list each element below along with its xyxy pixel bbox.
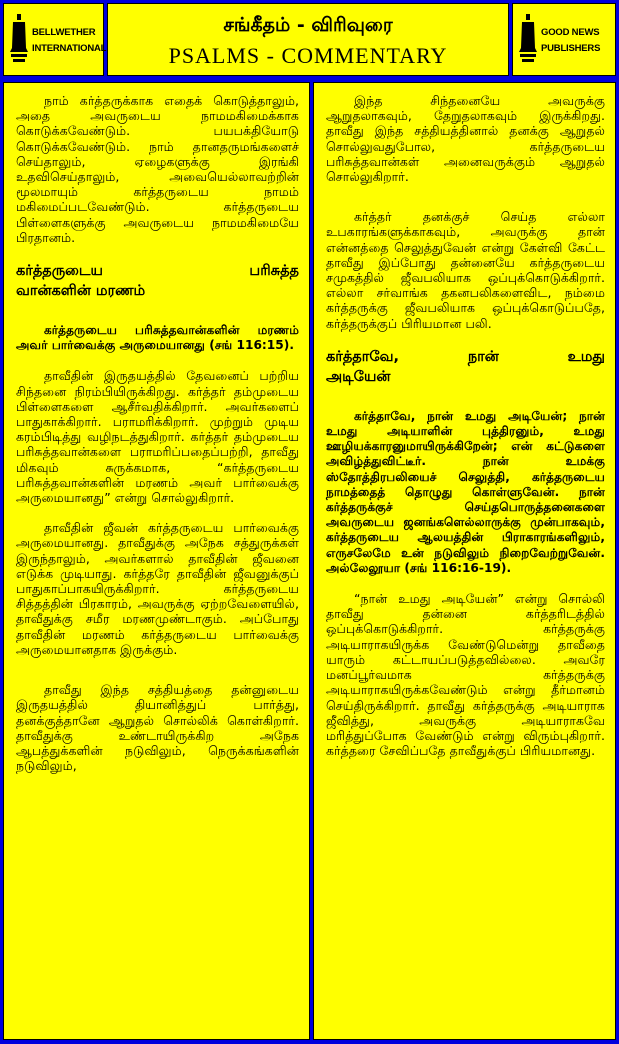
section-heading (16, 261, 299, 301)
verse-quote: கர்த்தருடைய பரிசுத்தவான்களின் மரணம் அவர் பார்வைக்கு அருமையானது (சங் 116:15). (16, 323, 299, 353)
paragraph: கர்த்தர் தனக்குச் செய்த எல்லா உபகாரங்களுக்காகவும், அவருக்கு தான் என்னத்தை செலுத்துவேன் என்று கேள்வி கேட்ட தாவீது இப்போது தன்னையே கர்த்தருடைய சமுகத்தில் ஜீவபலியாக ஒப்புக்கொடுக்கிறார். எல்லா சர்வாங்க தகனபலிகளைவிட, நம்மை கர்த்தருக்கு ஜீவபலியாக ஒப்புக்கொடுப்பதே, கர்த்தருக்குப் பிரியமான பலி. (326, 209, 605, 331)
bellwether-logo (10, 12, 107, 68)
title-box (107, 3, 509, 76)
heading-line: வான்களின் மரணம் (16, 283, 146, 300)
bellwether-name: BELLWETHER (32, 27, 96, 38)
paragraph: நாம் கர்த்தருக்காக எதைக் கொடுத்தாலும், அதை அவருடைய நாமமகிமைக்காக கொடுக்கவேண்டும். பயபக்தியோடு கொடுக்கவேண்டும். நாம் தானதருமங்களைச் செய்தாலும், ஏழைகளுக்கு இரங்கி உதவிசெய்தாலும், அவையெல்லாவற்றின் மூலமாயும் கர்த்தருடைய நாமம் மகிமைப்படவேண்டும். கர்த்தருடைய பிள்ளைகளுக்கு அவருடைய நாமமகிமையே பிரதானம். (16, 93, 299, 245)
bellwether-logo-box (3, 3, 107, 76)
goodnews-subname: PUBLISHERS (541, 43, 601, 54)
heading-line: கர்த்தாவே, நான் உமது (326, 348, 605, 365)
goodnews-logo (519, 12, 609, 68)
bellwether-subname: INTERNATIONAL (32, 43, 107, 54)
bell-icon (10, 14, 28, 64)
heading-line: அடியேன் (326, 368, 391, 385)
goodnews-logo-box (512, 3, 616, 76)
paragraph: தாவீதின் இருதயத்தில் தேவனைப் பற்றிய சிந்தனை நிரம்பியிருக்கிறது. கர்த்தர் தம்முடைய பிள்ளைகளை ஆசீர்வதிக்கிறார். அவர்களைப் பாதுகாக்கிறார். பராமரிக்கிறார். முற்றும் முடிய கரம்பிடித்து வழிநடத்துகிறார். கர்த்தர் தம்முடைய பரிசுத்தவான்களை பராமரிப்பதைப்பற்றி, தாவீது மிகவும் சுருக்கமாக, “கர்த்தருடைய பரிசுத்தவான்களின் மரணம் அவர் பார்வைக்கு அருமையானது” என்று சொல்லுகிறார். (16, 368, 299, 506)
paragraph: “நான் உமது அடியேன்” என்று சொல்லி தாவீது தன்னை கர்த்தரிடத்தில் ஒப்புக்கொடுக்கிறார். கர்த்தருக்கு அடியாராகயிருக்க வேண்டுமென்று தாவீதை யாரும் கட்டாயப்படுத்தவில்லை. அவரே மனப்பூர்வமாக கர்த்தருக்கு அடியாராகயிருக்கவேண்டும் என்று தீர்மானம் செய்திருக்கிறார். தாவீது கர்த்தருக்கு அடியாராக ஜீவித்து, அவருக்கு அடியாராகவே மரித்துப்போக வேண்டும் என்று விரும்புகிறார். கர்த்தரை சேவிப்பதே தாவீதுக்குப் பிரியமானது. (326, 591, 605, 759)
title-tamil: சங்கீதம் - விரிவுரை (223, 14, 393, 36)
section-heading (326, 347, 605, 387)
left-column (3, 82, 310, 1040)
paragraph: இந்த சிந்தனையே அவருக்கு ஆறுதலாகவும், தேறுதலாகவும் இருக்கிறது. தாவீது இந்த சத்தியத்தினால் தனக்கு ஆறுதல் சொல்லுவதுபோல, கர்த்தருடைய பரிசுத்தவான்கள் அனைவருக்கும் ஆறுதல் சொல்லுகிறார். (326, 93, 605, 185)
right-column (313, 82, 616, 1040)
title-english: PSALMS - COMMENTARY (168, 43, 448, 68)
paragraph: தாவீதின் ஜீவன் கர்த்தருடைய பார்வைக்கு அருமையானது. தாவீதுக்கு அநேக சத்துருக்கள் இருந்தாலும், அவர்களால் தாவீதின் ஜீவனை எடுக்க முடியாது. கர்த்தரே தாவீதின் ஜீவனுக்குப் பாதுகாப்பாகயிருக்கிறார். கர்த்தருடைய சித்தத்தின் பிரகாரம், அவருக்கு ஏற்றவேளையில், தாவீதுக்கு சமீர மரணமுண்டாகும். அப்போது தாவீதின் மரணம் கர்த்தருடைய பார்வைக்கு அருமையானதாக இருக்கும். (16, 520, 299, 657)
goodnews-name: GOOD NEWS (541, 27, 600, 38)
paragraph: தாவீது இந்த சத்தியத்தை தன்னுடைய இருதயத்தில் தியானித்துப் பார்த்து, தனக்குத்தானே ஆறுதல் சொல்லிக் கொள்கிறார். தாவீதுக்கு உண்டாயிருக்கிற அநேக ஆபத்துக்களின் நடுவிலும், நெருக்கங்களின் நடுவிலும், (16, 682, 299, 774)
book-icon (519, 14, 537, 64)
heading-line: கர்த்தருடைய பரிசுத்த (16, 263, 299, 280)
verse-quote: கர்த்தாவே, நான் உமது அடியேன்; நான் உமது அடியாளின் புத்திரனும், உமது ஊழியக்காரனுமாயிருக்கிறேன்; என் கட்டுகளை அவிழ்த்துவிட்டீர். நான் உமக்கு ஸ்தோத்திரபலியைச் செலுத்தி, கர்த்தருடைய நாமத்தைத் தொழுது கொள்ளுவேன். நான் கர்த்தருக்குச் செய்தபொருத்தனைகளை அவருடைய ஜனங்களெல்லாருக்கு முன்பாகவும், கர்த்தருடைய ஆலயத்தின் பிராகாரங்களிலும், எருசலேமே உன் நடுவிலும் நிறைவேற்றுவேன். அல்லேலூயா (சங் 116:16-19). (326, 408, 605, 575)
